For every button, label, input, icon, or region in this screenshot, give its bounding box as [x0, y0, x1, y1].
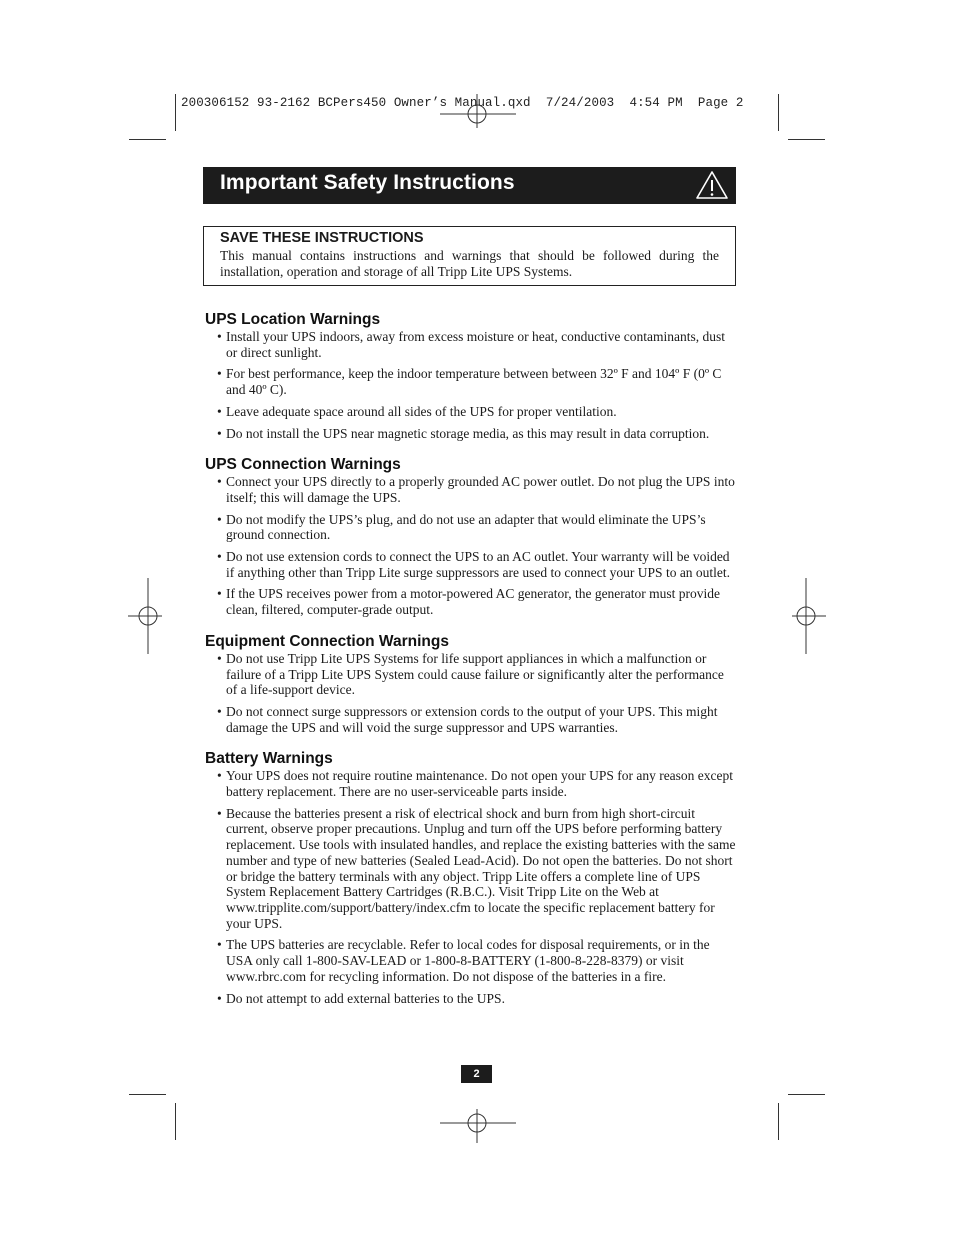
bullet-list [205, 474, 736, 618]
list-item: • Do not use Tripp Lite UPS Systems for life support appliances in which a malfunction or failure of a Tripp Lite UPS System could cause failure or significantly alter the performance of a life-support device. [205, 651, 736, 698]
crop-mark [175, 1103, 176, 1140]
list-item: • Do not modify the UPS’s plug, and do not use an adapter that would eliminate the UPS’s ground connection. [205, 512, 736, 543]
list-item: • For best performance, keep the indoor temperature between between 32º F and 104º F (0º C and 40º C). [205, 366, 736, 397]
print-slug: 200306152 93-2162 BCPers450 Owner’s Manual.qxd 7/24/2003 4:54 PM Page 2 [181, 96, 744, 110]
section-heading: UPS Connection Warnings [205, 456, 401, 474]
crop-mark [129, 1094, 166, 1095]
section-heading: Battery Warnings [205, 750, 333, 768]
list-item: • Leave adequate space around all sides of the UPS for proper ventilation. [205, 404, 736, 420]
bullet-list [205, 768, 736, 1006]
title-bar [203, 167, 736, 204]
section-equipment-connection [205, 632, 736, 736]
registration-mark-icon [440, 1103, 516, 1143]
list-item: • Your UPS does not require routine maintenance. Do not open your UPS for any reason except battery replacement. There are no user-serviceable parts inside. [205, 768, 736, 799]
save-instructions-heading: SAVE THESE INSTRUCTIONS [220, 230, 424, 246]
section-battery [205, 749, 736, 1006]
crop-mark [175, 94, 176, 131]
list-item: • The UPS batteries are recyclable. Refer to local codes for disposal requirements, or in the USA only call 1-800-SAV-LEAD or 1-800-8-BATTERY (1-800-8-228-8379) or visit www.rbrc.com for recycling information. Do not dispose of the batteries in a fire. [205, 937, 736, 984]
crop-mark [129, 139, 166, 140]
section-heading: Equipment Connection Warnings [205, 632, 449, 650]
list-item: • Do not use extension cords to connect the UPS to an AC outlet. Your warranty will be voided if anything other than Tripp Lite surge suppressors are used to connect your UPS to an outlet. [205, 549, 736, 580]
page-title: Important Safety Instructions [220, 171, 515, 194]
crop-mark [788, 139, 825, 140]
registration-mark-icon [440, 94, 516, 134]
page-number: 2 [461, 1065, 492, 1083]
list-item: • Because the batteries present a risk of electrical shock and burn from high short-circuit current, observe proper precautions. Unplug and turn off the UPS before performing battery replacement. Use tools with insulated handles, and replace the existing batteries with the same number and type of new batteries (Sealed Lead-Acid). Do not open the batteries. Do not short or bridge the battery terminals with any object. Tripp Lite offers a complete line of UPS System Replacement Battery Cartridges (R.B.C.). Visit Tripp Lite on the Web at www.tripplite.com/support/battery/index.cfm to locate the specific replacement battery for your UPS. [205, 806, 736, 932]
content [205, 310, 736, 1020]
save-instructions-box [203, 226, 736, 286]
registration-mark-icon [128, 578, 168, 654]
bullet-list [205, 651, 736, 736]
list-item: • Do not attempt to add external batteries to the UPS. [205, 991, 736, 1007]
section-heading: UPS Location Warnings [205, 311, 381, 328]
list-item: • Do not connect surge suppressors or extension cords to the output of your UPS. This might damage the UPS and will void the surge suppressor and UPS warranties. [205, 704, 736, 735]
save-instructions-body: This manual contains instructions and warnings that should be followed during the installation, operation and storage of all Tripp Lite UPS Systems. [220, 248, 719, 279]
list-item: • Install your UPS indoors, away from excess moisture or heat, conductive contaminants, dust or direct sunlight. [205, 329, 736, 360]
list-item: • Do not install the UPS near magnetic storage media, as this may result in data corruption. [205, 426, 736, 442]
section-ups-location [205, 310, 736, 441]
crop-mark [778, 94, 779, 131]
list-item: • Connect your UPS directly to a properly grounded AC power outlet. Do not plug the UPS into itself; this will damage the UPS. [205, 474, 736, 505]
list-item: • If the UPS receives power from a motor-powered AC generator, the generator must provide clean, filtered, computer-grade output. [205, 586, 736, 617]
crop-mark [778, 1103, 779, 1140]
section-ups-connection [205, 455, 736, 618]
crop-mark [788, 1094, 825, 1095]
registration-mark-icon [786, 578, 826, 654]
warning-triangle-icon [695, 170, 729, 200]
bullet-list [205, 329, 736, 441]
